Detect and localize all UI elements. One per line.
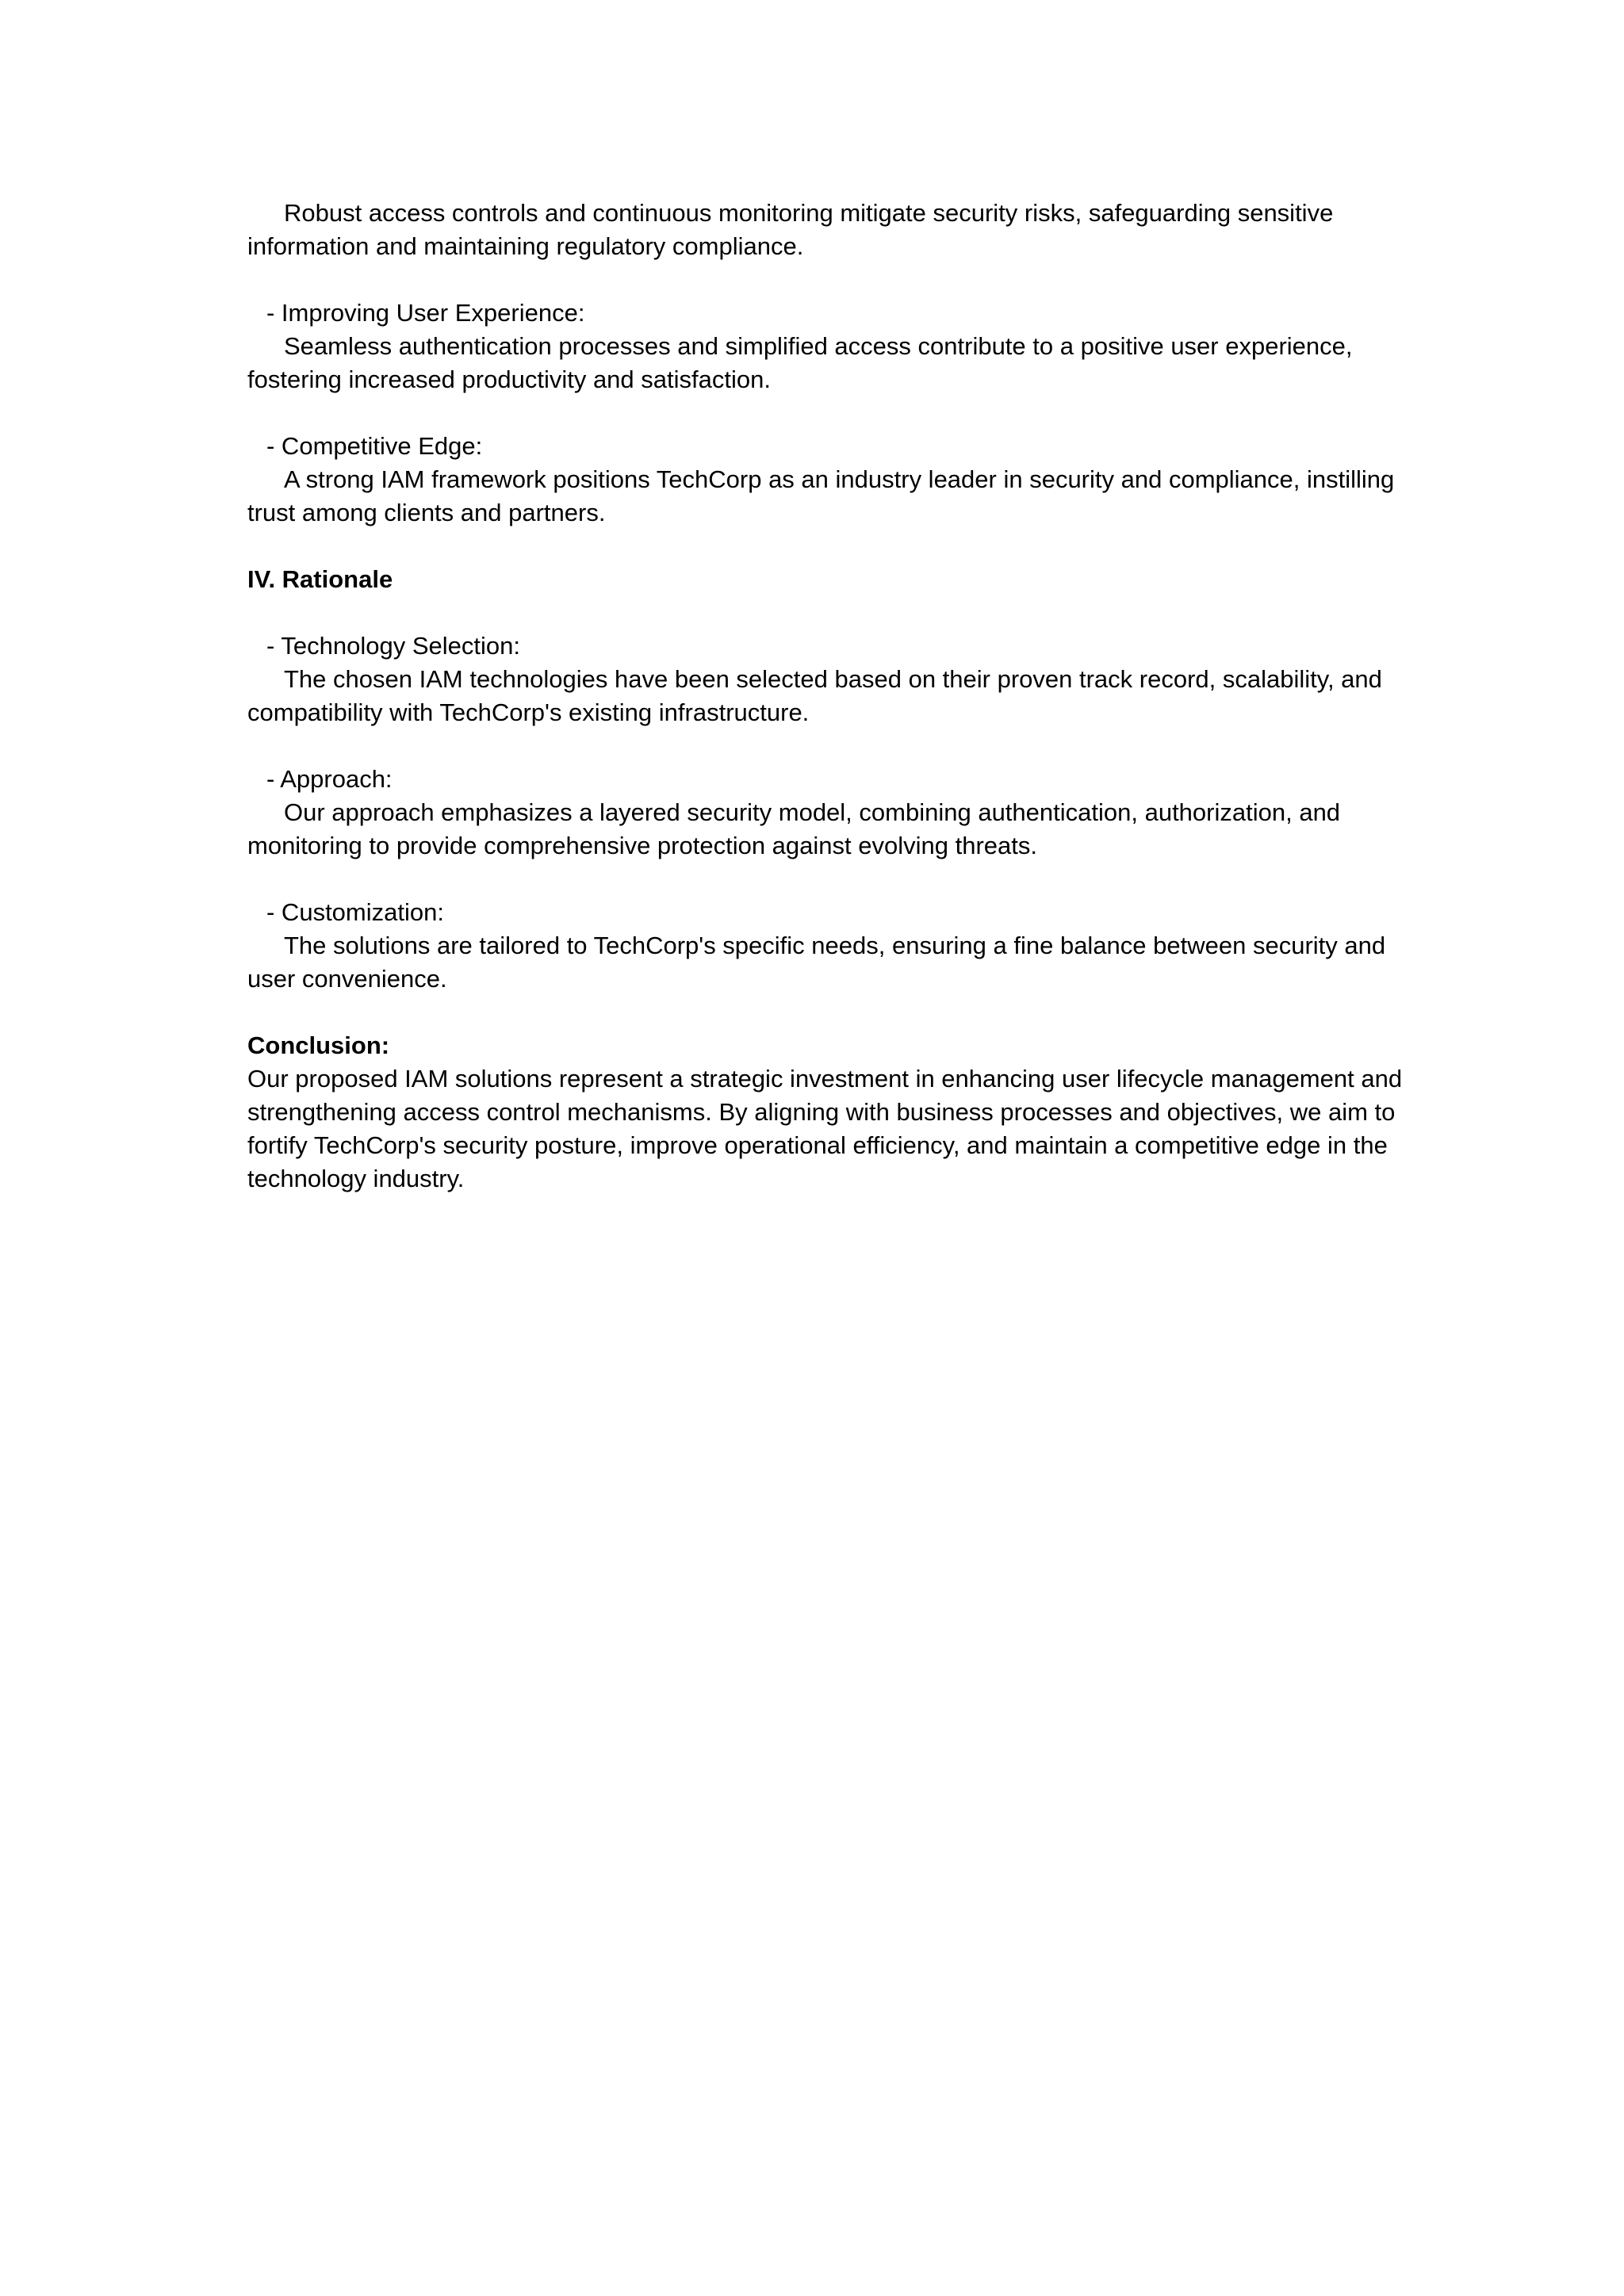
spacer bbox=[247, 596, 1421, 629]
document-body bbox=[247, 197, 1421, 1196]
paragraph-risk-mitigation: Robust access controls and continuous monitoring mitigate security risks, safeguarding sensitive information and maintaining regulatory compliance. bbox=[247, 199, 1334, 260]
subheading-competitive-edge: - Competitive Edge: bbox=[266, 432, 483, 460]
paragraph-user-experience: Seamless authentication processes and simplified access contribute to a positive user experience, fostering increased productivity and satisfaction. bbox=[247, 332, 1353, 393]
paragraph-conclusion: Our proposed IAM solutions represent a strategic investment in enhancing user lifecycle management and strengthening access control mechanisms. By aligning with business processes and objectives, we aim to fortify TechCorp's security posture, improve operational efficiency, and maintain a competitive edge in the technology industry. bbox=[247, 1065, 1403, 1192]
paragraph-technology-selection: The chosen IAM technologies have been selected based on their proven track record, scalability, and compatibility with TechCorp's existing infrastructure. bbox=[247, 665, 1382, 726]
subheading-user-experience: - Improving User Experience: bbox=[266, 299, 585, 327]
spacer bbox=[247, 863, 1421, 896]
paragraph-competitive-edge: A strong IAM framework positions TechCorp as an industry leader in security and compliance, instilling trust among clients and partners. bbox=[247, 465, 1395, 526]
section-heading-conclusion: Conclusion: bbox=[247, 1031, 390, 1059]
subheading-technology-selection: - Technology Selection: bbox=[266, 632, 520, 660]
spacer bbox=[247, 396, 1421, 430]
spacer bbox=[247, 729, 1421, 763]
spacer bbox=[247, 530, 1421, 563]
subheading-customization: - Customization: bbox=[266, 898, 444, 926]
spacer bbox=[247, 263, 1421, 297]
paragraph-approach: Our approach emphasizes a layered security model, combining authentication, authorization, and monitoring to provide comprehensive protection against evolving threats. bbox=[247, 798, 1341, 859]
spacer bbox=[247, 996, 1421, 1029]
subheading-approach: - Approach: bbox=[266, 765, 393, 793]
paragraph-customization: The solutions are tailored to TechCorp's specific needs, ensuring a fine balance between security and user convenience. bbox=[247, 932, 1386, 993]
section-heading-rationale: IV. Rationale bbox=[247, 565, 393, 593]
